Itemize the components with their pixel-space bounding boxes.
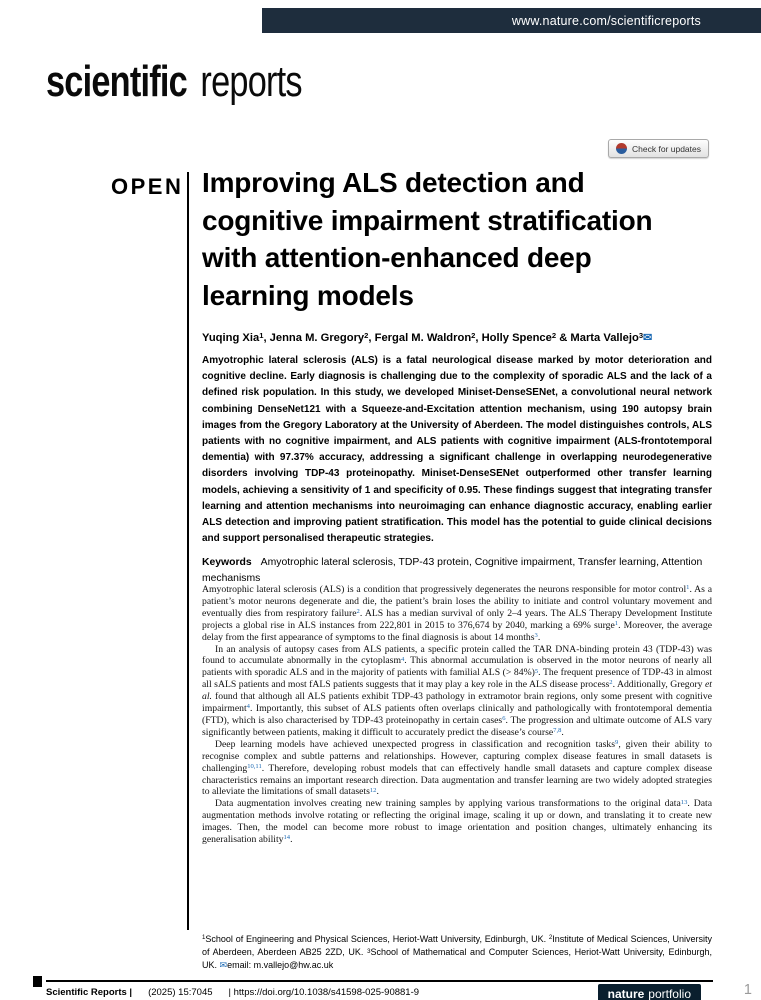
open-access-label: OPEN (111, 174, 184, 199)
citation-link[interactable]: 3 (534, 631, 538, 639)
footer-rule (46, 980, 713, 982)
crossmark-icon (616, 143, 627, 154)
journal-logo-reports: reports (200, 57, 302, 106)
journal-logo-scientific: scientific (46, 57, 187, 106)
envelope-icon[interactable]: ✉ (643, 332, 653, 344)
top-banner (262, 8, 761, 33)
site-url-link[interactable]: www.nature.com/scientificreports (511, 13, 701, 28)
citation-link[interactable]: 14 (283, 834, 291, 842)
affiliation-ref: 2 (471, 330, 476, 340)
citation-link[interactable]: 12 (369, 786, 377, 794)
citation-link[interactable]: 6 (502, 715, 506, 723)
affiliation-ref: 2 (364, 330, 369, 340)
keywords-text: Amyotrophic lateral sclerosis, TDP-43 protein, Cognitive impairment, Transfer learning, Attention mechanisms (202, 557, 703, 584)
affiliations-footnote: $^1$School of Engineering and Physical Sciences, Heriot-Watt University, Edinburgh, UK. $^2$Institute of Medical Sciences, University of Aberdeen, Aberdeen AB25 2ZD, UK. $^3$School of Mathematical and Computer Sciences, Heriot-Watt University, Edinburgh, UK. ✉email: m.vallejo@hw.ac.uk (202, 934, 712, 971)
journal-logo (46, 57, 302, 106)
body-paragraph: Deep learning models have achieved unexpected progress in classification and recognition tasks$^9$, given their ability to recognise complex and subtle patterns and relationships. However, capturing complex disease features in small datasets is challenging$^{10,11}$. Therefore, developing robust models that can effectively handle small datasets and capture complex disease characteristics remains an important research direction. Data augmentation and transfer learning are two widely adopted strategies to alleviate the limitations of small datasets$^{12}$. (202, 738, 712, 798)
affiliation-ref: 1 (202, 934, 206, 942)
citation-link[interactable]: 7,8 (553, 727, 562, 735)
title-divider-rule (187, 172, 189, 930)
footer-citation-line (46, 987, 419, 998)
affiliation-ref: 2 (551, 330, 557, 340)
citation-link[interactable]: 9 (615, 739, 619, 747)
citation-link[interactable]: 2 (609, 679, 613, 687)
brand-portfolio: portfolio (648, 987, 691, 1000)
abstract-text: Amyotrophic lateral sclerosis (ALS) is a fatal neurological disease marked by motor deterioration and cognitive decline. Early diagnosis is challenging due to the complexity of sporadic ALS and the lack of a defined risk population. In this study, we developed Miniset-DenseSENet, a convolutional neural network combining DenseNet121 with a Squeeze-and-Excitation attention mechanism, using 190 autopsy brain images from the Gregory Laboratory at the University of Aberdeen. The model distinguishes controls, ALS patients with no cognitive impairment, and ALS patients with cognitive impairment (ALS-frontotemporal dementia) with 97.37% accuracy, addressing a significant challenge in overlapping neurodegenerative disorders involving TDP-43 proteinopathy. Miniset-DenseSENet outperformed other transfer learning models, achieving a sensitivity of 1 and specificity of 0.95. These findings suggest that integrating transfer learning and attention mechanisms into neuroimaging can enhance diagnostic accuracy, enabling earlier ALS detection and improving patient stratification. This model has the potential to guide clinical decisions and support personalised therapeutic strategies. (202, 355, 712, 545)
keywords-label: Keywords (202, 557, 252, 568)
citation-link[interactable]: 4 (401, 655, 405, 663)
keywords-row (202, 555, 712, 586)
page-number: 1 (743, 982, 752, 998)
citation-link[interactable]: 13 (680, 798, 688, 806)
check-for-updates-button[interactable] (608, 139, 709, 158)
check-for-updates-label: Check for updates (632, 143, 701, 154)
affiliation-ref: 2 (548, 934, 553, 942)
affiliation-ref: 3 (638, 330, 644, 340)
affiliation-ref: 1 (259, 330, 264, 340)
printer-mark (33, 976, 42, 987)
citation-link[interactable]: 5 (534, 667, 539, 675)
author-list: Yuqing Xia$^1$, Jenna M. Gregory$^2$, Fergal M. Waldron$^2$, Holly Spence$^2$ & Marta Vallejo$^3$✉ (202, 330, 653, 344)
article-body (202, 584, 712, 846)
citation-link[interactable]: 1 (614, 619, 619, 627)
article-title: Improving ALS detection and cognitive impairment stratification with attention-enhanced deep learning models (202, 167, 653, 311)
citation-link[interactable]: 10,11 (247, 762, 262, 770)
citation-link[interactable]: 4 (246, 703, 250, 711)
body-paragraph: Data augmentation involves creating new training samples by applying various transformations to the original data$^{13}$. Data augmentation methods involve rotating or reflecting the original image, scaling it up or down, and translating it to create new images. Then, the model can become more robust to image orientation and position changes, ultimately enhancing its generalisation ability$^{14}$. (202, 798, 712, 846)
doi-link[interactable]: | https://doi.org/10.1038/s41598-025-90881-9 (228, 987, 420, 998)
envelope-icon[interactable]: ✉ (219, 960, 228, 971)
nature-portfolio-logo (598, 984, 701, 1000)
citation-link[interactable]: 2 (356, 608, 360, 616)
body-paragraph: Amyotrophic lateral sclerosis (ALS) is a condition that progressively degenerates the neurons responsible for motor control$^1$. As a patient’s motor neurons degenerate and die, the patient’s brain loses the ability to initiate and control voluntary movement and eventually dies from respiratory failure$^2$. ALS has a median survival of only 2–4 years. The ALS Therapy Development Institute projects a global rise in ALS instances from 222,801 in 2015 to 376,674 by 2040, marking a 69% surge$^1$. Moreover, the average delay from the first appearance of symptoms to the final diagnosis is about 14 months$^3$. (202, 584, 713, 643)
footer-issue: (2025) 15:7045 (148, 987, 213, 998)
brand-nature: nature (607, 987, 645, 1000)
footer-journal-name: Scientific Reports | (46, 987, 133, 998)
citation-link[interactable]: 1 (686, 584, 690, 592)
affiliation-ref: 3 (367, 947, 371, 955)
body-paragraph: In an analysis of autopsy cases from ALS patients, a specific protein called the TAR DNA-binding protein 43 (TDP-43) was found to accumulate abnormally in the cytoplasm$^4$. This abnormal accumulation is observed in the motor neurons of nearly all patients with sporadic ALS and in the majority of patients with familial ALS (> 84%)$^5$. The frequent presence of TDP-43 in almost all sALS patients and most fALS patients suggests that it may play a key role in the ALS disease process$^2$. Additionally, Gregory et al. found that although all ALS patients exhibit TDP-43 pathology in extramotor brain regions, only some present with cognitive impairment$^4$. Importantly, this subset of ALS patients often overlaps clinically and pathologically with frontotemporal dementia (FTD), which is also characterised by TDP-43 proteinopathy in certain cases$^6$. The progression and ultimate outcome of ALS vary significantly between patients, making it difficult to accurately predict the disease’s course$^{7,8}$. (202, 643, 712, 738)
